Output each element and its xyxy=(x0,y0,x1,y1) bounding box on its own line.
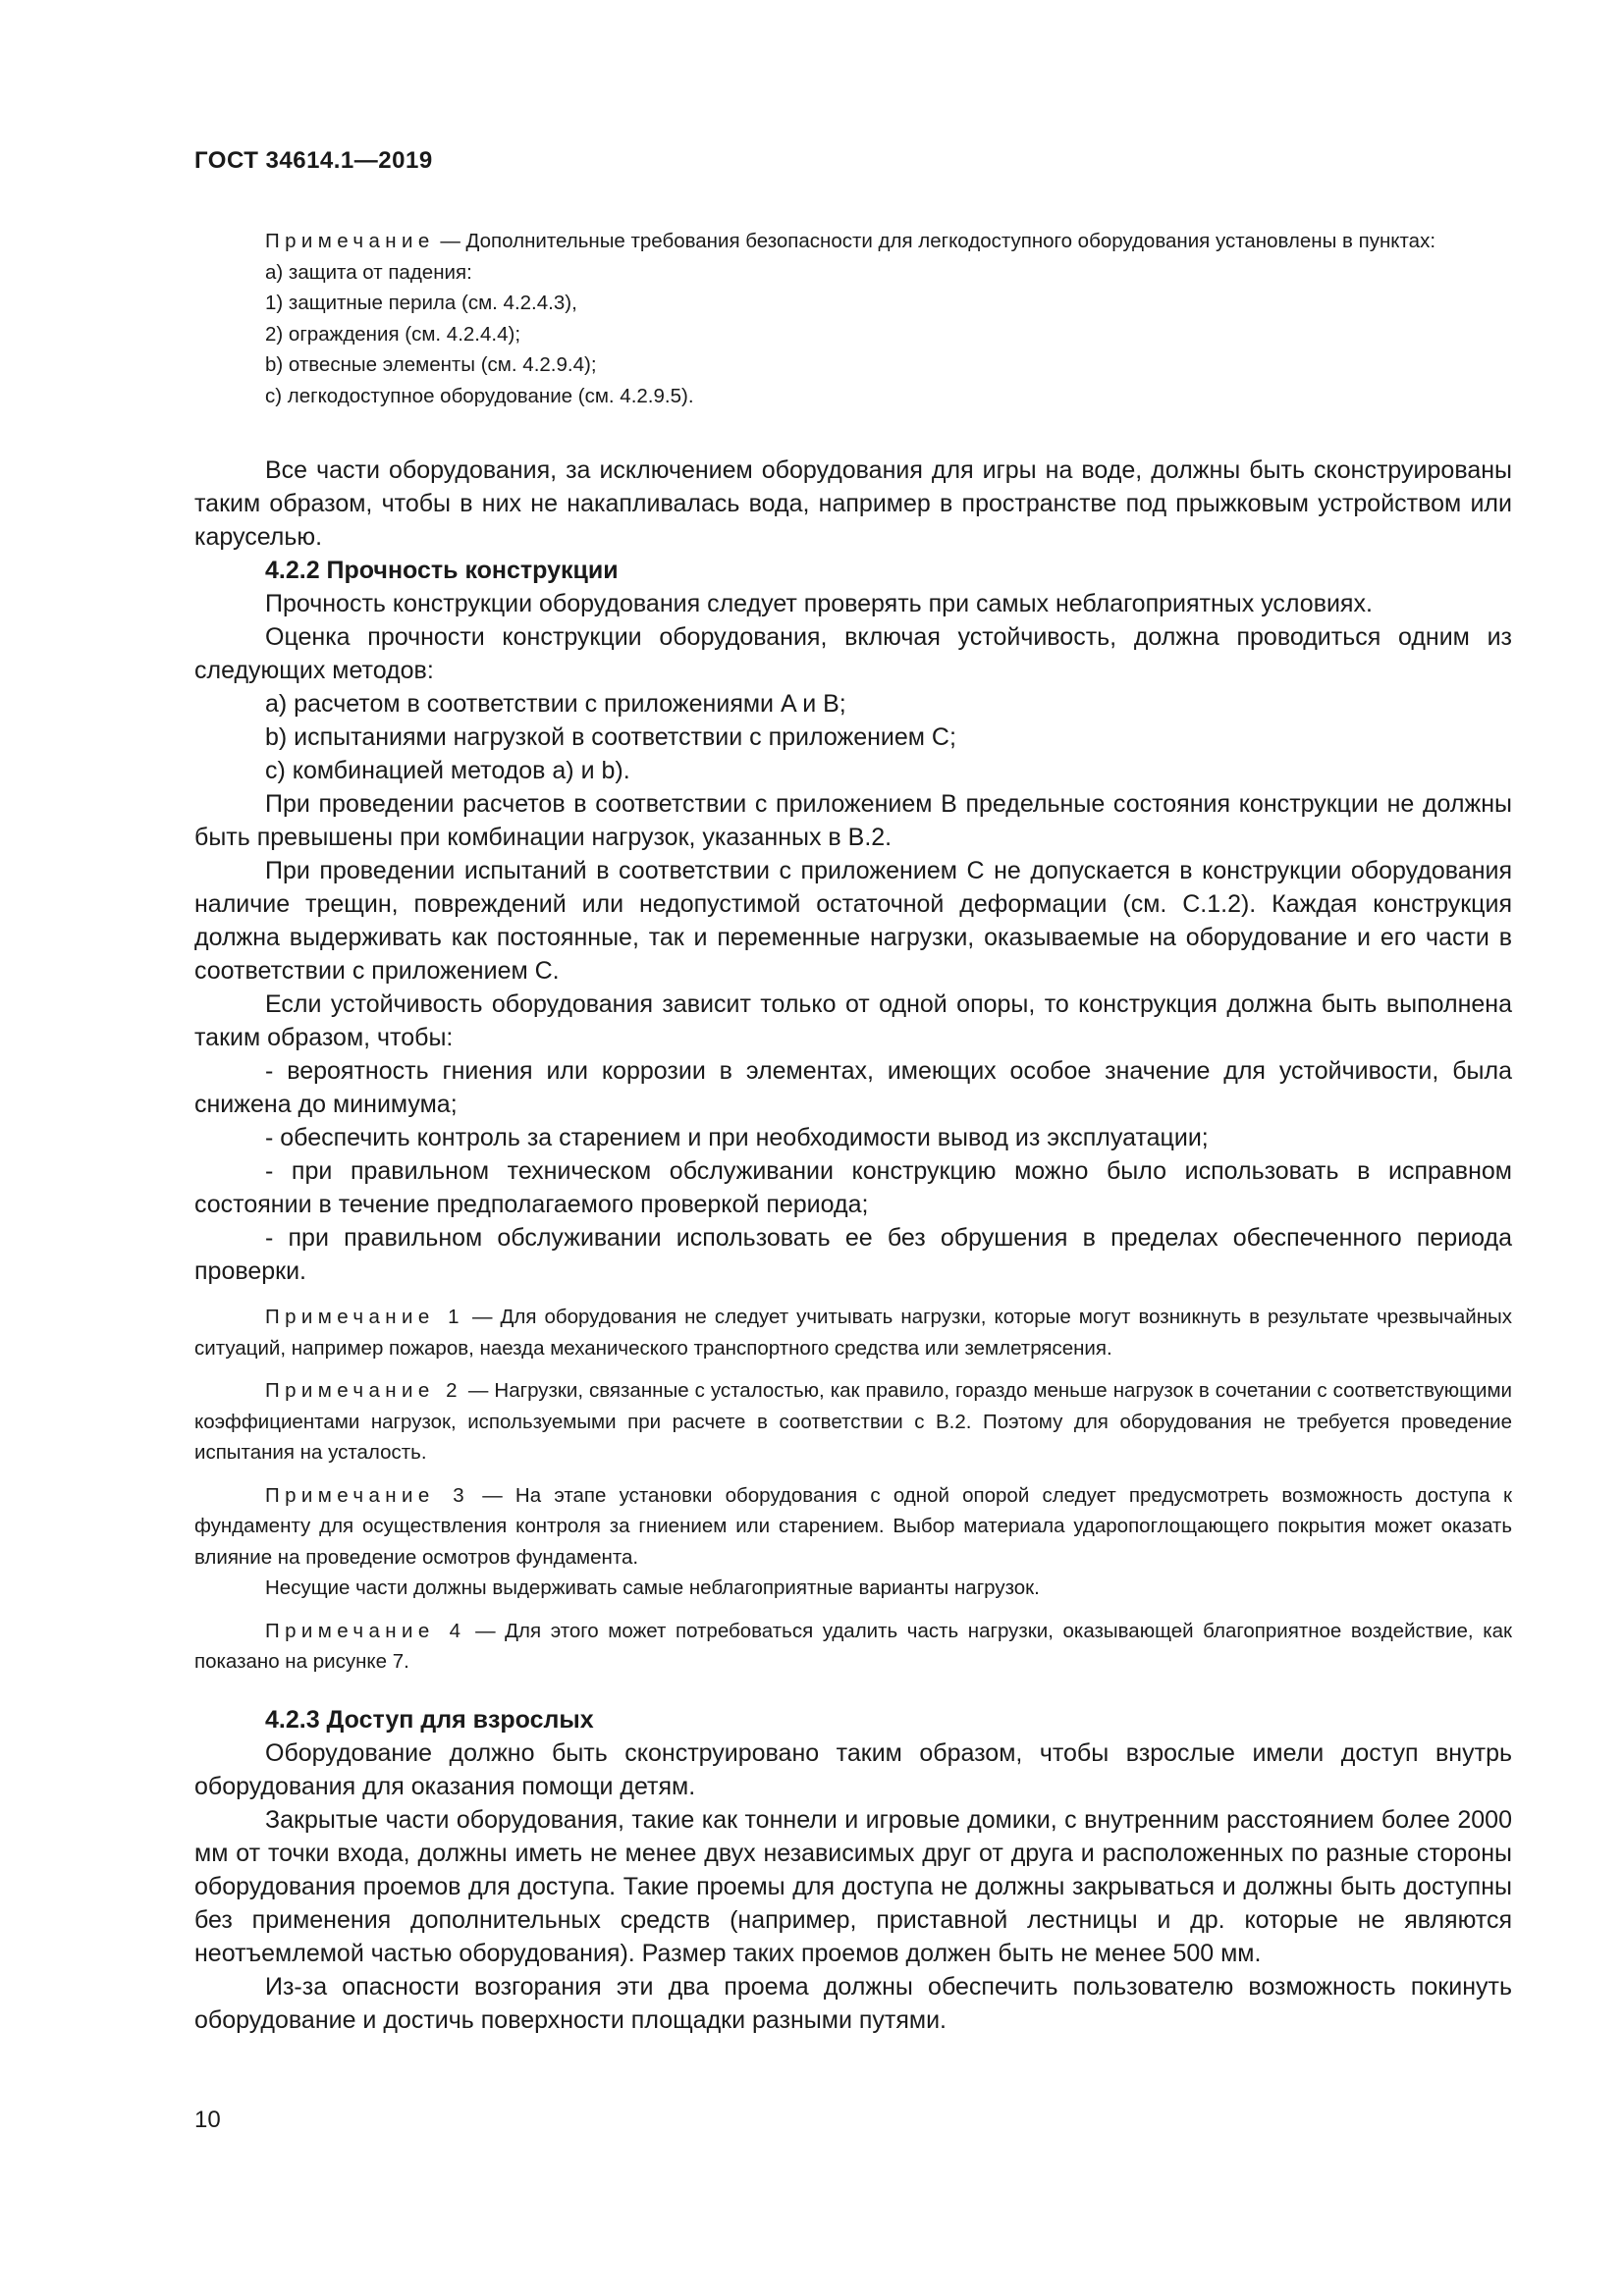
paragraph: Оборудование должно быть сконструировано таким образом, чтобы взрослые имели доступ внутрь оборудования для оказания помощи детям. xyxy=(194,1739,1512,1800)
method-item: c) комбинацией методов a) и b). xyxy=(265,757,630,784)
section-heading-4-2-3: 4.2.3 Доступ для взрослых xyxy=(265,1706,594,1734)
bullet-item: - обеспечить контроль за старением и при необходимости вывод из эксплуатации; xyxy=(265,1124,1209,1151)
paragraph: Прочность конструкции оборудования следует проверять при самых неблагоприятных условиях. xyxy=(265,590,1373,617)
paragraph: При проведении испытаний в соответствии с приложением C не допускается в конструкции оборудования наличие трещин, повреждений или недопустимой остаточной деформации (см. C.1.2). Каждая конструкция должна выдерживать как постоянные, так и переменные нагрузки, оказываемые на оборудование и его части в соответствии с приложением C. xyxy=(194,857,1512,985)
note-4 xyxy=(194,1616,1512,1678)
note-1 xyxy=(194,1302,1512,1363)
note-label: Примечание xyxy=(265,230,435,252)
note-item: 1) защитные перила (см. 4.2.4.3), xyxy=(265,292,577,314)
note-text: — Для этого может потребоваться удалить часть нагрузки, оказывающей благоприятное воздействие, как показано на рисунке 7. xyxy=(194,1619,1512,1673)
note-text: — Нагрузки, связанные с усталостью, как правило, гораздо меньше нагрузок в сочетании с соответствующими коэффициентами нагрузок, используемыми при расчете в соответствии с B.2. Поэтому для оборудования не требуется проведение испытания на усталость. xyxy=(194,1379,1512,1464)
note-0 xyxy=(194,226,1512,257)
note-item: b) отвесные элементы (см. 4.2.9.4); xyxy=(265,353,597,376)
notes-block xyxy=(194,1302,1512,1678)
paragraph: Из-за опасности возгорания эти два проема должны обеспечить пользователю возможность покинуть оборудование и достичь поверхности площадки разными путями. xyxy=(194,1973,1512,2034)
note-label: Примечание 3 xyxy=(265,1483,470,1507)
note-text: — Для оборудования не следует учитывать нагрузки, которые могут возникнуть в результате чрезвычайных ситуаций, например пожаров, наезда механического транспортного средства или землетрясения. xyxy=(194,1306,1512,1360)
paragraph: Закрытые части оборудования, такие как тоннели и игровые домики, с внутренним расстоянием более 2000 мм от точки входа, должны иметь не менее двух независимых друг от друга и расположенных по разные стороны оборудования проемов для доступа. Такие проемы для доступа не должны закрываться и должны быть доступны без применения дополнительных средств (например, приставной лестницы и др. которые не являются неотъемлемой частью оборудования). Размер таких проемов должен быть не менее 500 мм. xyxy=(194,1806,1512,1967)
section-heading-4-2-2: 4.2.2 Прочность конструкции xyxy=(265,557,619,584)
note-3-extra: Несущие части должны выдерживать самые неблагоприятные варианты нагрузок. xyxy=(265,1576,1040,1599)
paragraph: Все части оборудования, за исключением оборудования для игры на воде, должны быть сконструированы таким образом, чтобы в них не накапливалась вода, например в пространстве под прыжковым устройством или каруселью. xyxy=(194,456,1512,551)
note-label: Примечание 2 xyxy=(265,1379,462,1402)
note-label: Примечание 1 xyxy=(265,1306,464,1328)
paragraph: Если устойчивость оборудования зависит только от одной опоры, то конструкция должна быть выполнена таким образом, чтобы: xyxy=(194,990,1512,1051)
note-3 xyxy=(194,1480,1512,1574)
note-item: a) защита от падения: xyxy=(265,260,472,284)
body-block-1 xyxy=(194,454,1512,1288)
paragraph: Оценка прочности конструкции оборудования, включая устойчивость, должна проводиться одним из следующих методов: xyxy=(194,623,1512,684)
note-label: Примечание 4 xyxy=(265,1619,466,1642)
paragraph: При проведении расчетов в соответствии с приложением B предельные состояния конструкции не должны быть превышены при комбинации нагрузок, указанных в B.2. xyxy=(194,790,1512,851)
bullet-item: - при правильном техническом обслуживании конструкцию можно было использовать в исправном состоянии в течение предполагаемого проверкой периода; xyxy=(194,1157,1512,1218)
note-text: — На этапе установки оборудования с одной опорой следует предусмотреть возможность доступа к фундаменту для осуществления контроля за гниением или старением. Выбор материала ударопоглощающего покрытия может оказать влияние на проведение осмотров фундамента. xyxy=(194,1483,1512,1569)
note-text: — Дополнительные требования безопасности для легкодоступного оборудования установлены в пунктах: xyxy=(434,230,1436,252)
note-item: c) легкодоступное оборудование (см. 4.2.9.5). xyxy=(265,384,694,407)
bullet-item: - вероятность гниения или коррозии в элементах, имеющих особое значение для устойчивости, была снижена до минимума; xyxy=(194,1057,1512,1118)
bullet-item: - при правильном обслуживании использовать ее без обрушения в пределах обеспеченного периода проверки. xyxy=(194,1224,1512,1285)
page-number: 10 xyxy=(194,2107,221,2133)
section-4-2-3 xyxy=(194,1703,1512,2037)
note-block-0 xyxy=(194,226,1512,411)
method-item: a) расчетом в соответствии с приложениями A и B; xyxy=(265,690,846,718)
document-header: ГОСТ 34614.1—2019 xyxy=(194,147,433,174)
note-2 xyxy=(194,1375,1512,1468)
method-item: b) испытаниями нагрузкой в соответствии с приложением C; xyxy=(265,723,956,751)
note-item: 2) ограждения (см. 4.2.4.4); xyxy=(265,322,521,346)
